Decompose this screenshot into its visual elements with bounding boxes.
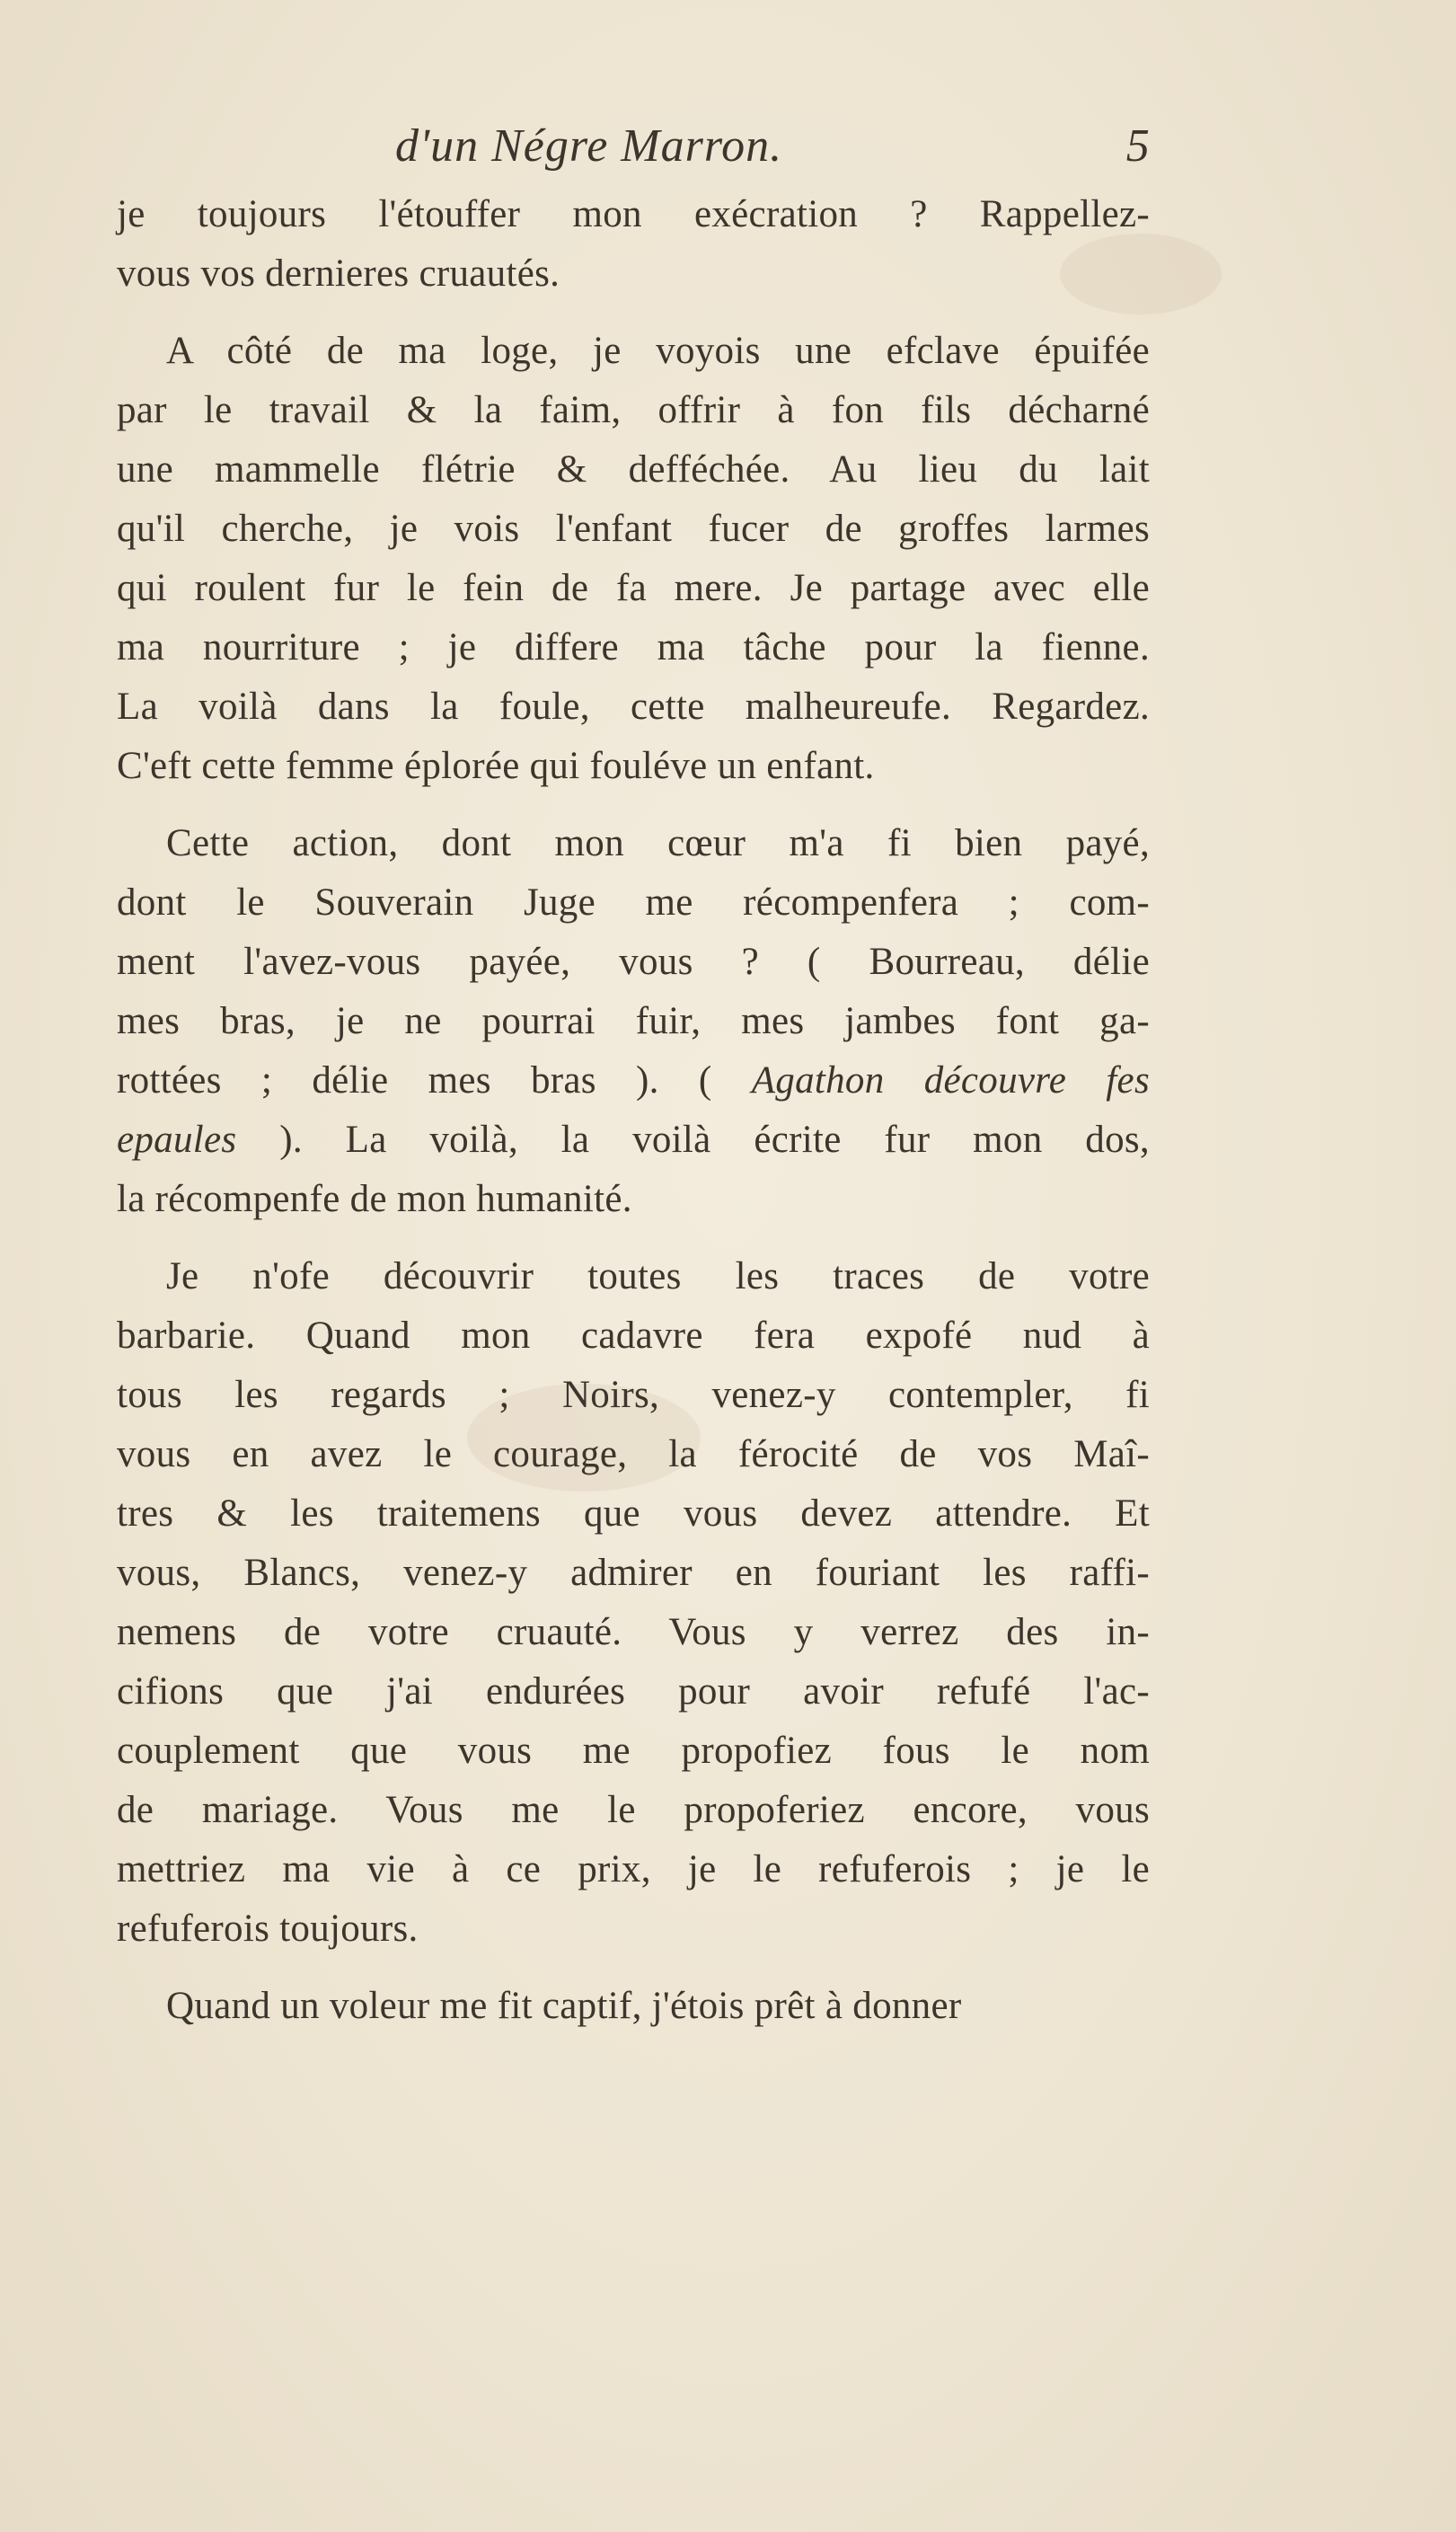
page-number: 5 (1125, 120, 1150, 172)
text-line: vous, Blancs, venez-y admirer en fouriant les raffi- (117, 1552, 1150, 1594)
paragraph (117, 1977, 1150, 2036)
paragraph-gap (117, 1229, 1150, 1247)
text-line: mettriez ma vie à ce prix, je le refuferois ; je le (117, 1848, 1150, 1890)
paragraph-gap (117, 304, 1150, 322)
text-line: dont le Souverain Juge me récompenfera ; com- (117, 881, 1150, 924)
text-line: Je n'ofe découvrir toutes les traces de votre (166, 1255, 1150, 1297)
text-line: mes bras, je ne pourrai fuir, mes jambes font ga- (117, 1000, 1150, 1042)
paragraph (117, 322, 1150, 796)
text-line: A côté de ma loge, je voyois une efclave épuifée (166, 330, 1150, 372)
paragraph-gap (117, 1959, 1150, 1977)
text-line: refuferois toujours. (117, 1908, 419, 1950)
paragraph (117, 814, 1150, 1229)
text-line: ment l'avez-vous payée, vous ? ( Bourreau, délie (117, 941, 1150, 983)
text-line: la récompenfe de mon humanité. (117, 1178, 632, 1220)
text-line: Cette action, dont mon cœur m'a fi bien payé, (166, 822, 1150, 864)
stage-direction: epaules (117, 1119, 237, 1161)
text-line: C'eft cette femme éplorée qui fouléve un enfant. (117, 745, 875, 787)
running-title: d'un Négre Marron. (395, 120, 783, 172)
paragraph-gap (117, 796, 1150, 814)
text-line: qui roulent fur le fein de fa mere. Je partage avec elle (117, 567, 1150, 609)
body-text (117, 185, 1150, 2036)
paragraph (117, 185, 1150, 304)
text-line: couplement que vous me propofiez fous le nom (117, 1730, 1150, 1772)
text-line: qu'il cherche, je vois l'enfant fucer de groffes larmes (117, 508, 1150, 550)
paragraph (117, 1247, 1150, 1959)
text-line: tous les regards ; Noirs, venez-y contempler, fi (117, 1374, 1150, 1416)
text-line: Quand un voleur me fit captif, j'étois prêt à donner (166, 1985, 962, 2027)
text-line: tres & les traitemens que vous devez attendre. Et (117, 1492, 1150, 1535)
text-line: barbarie. Quand mon cadavre fera expofé nud à (117, 1315, 1150, 1357)
text-line: je toujours l'étouffer mon exécration ? Rappellez- (117, 193, 1150, 235)
stage-direction: Agathon découvre fes (751, 1059, 1150, 1102)
text-line: une mammelle flétrie & defféchée. Au lieu du lait (117, 448, 1150, 491)
text-line: par le travail & la faim, offrir à fon fils décharné (117, 389, 1150, 431)
text-line: ma nourriture ; je differe ma tâche pour la fienne. (117, 626, 1150, 668)
text-line: de mariage. Vous me le propoferiez encore, vous (117, 1789, 1150, 1831)
text-line: nemens de votre cruauté. Vous y verrez des in- (117, 1611, 1150, 1653)
text-line: vous vos dernieres cruautés. (117, 252, 560, 295)
text-line: La voilà dans la foule, cette malheureufe. Regardez. (117, 686, 1150, 728)
text-line: epaules ). La voilà, la voilà écrite fur mon dos, (117, 1119, 1150, 1161)
running-head (117, 117, 1150, 185)
text-line: rottées ; délie mes bras ). ( Agathon découvre fes (117, 1059, 1150, 1102)
page-text-block (117, 117, 1150, 2036)
text-line: cifions que j'ai endurées pour avoir refufé l'ac- (117, 1670, 1150, 1713)
text-line: vous en avez le courage, la férocité de vos Maî- (117, 1433, 1150, 1475)
